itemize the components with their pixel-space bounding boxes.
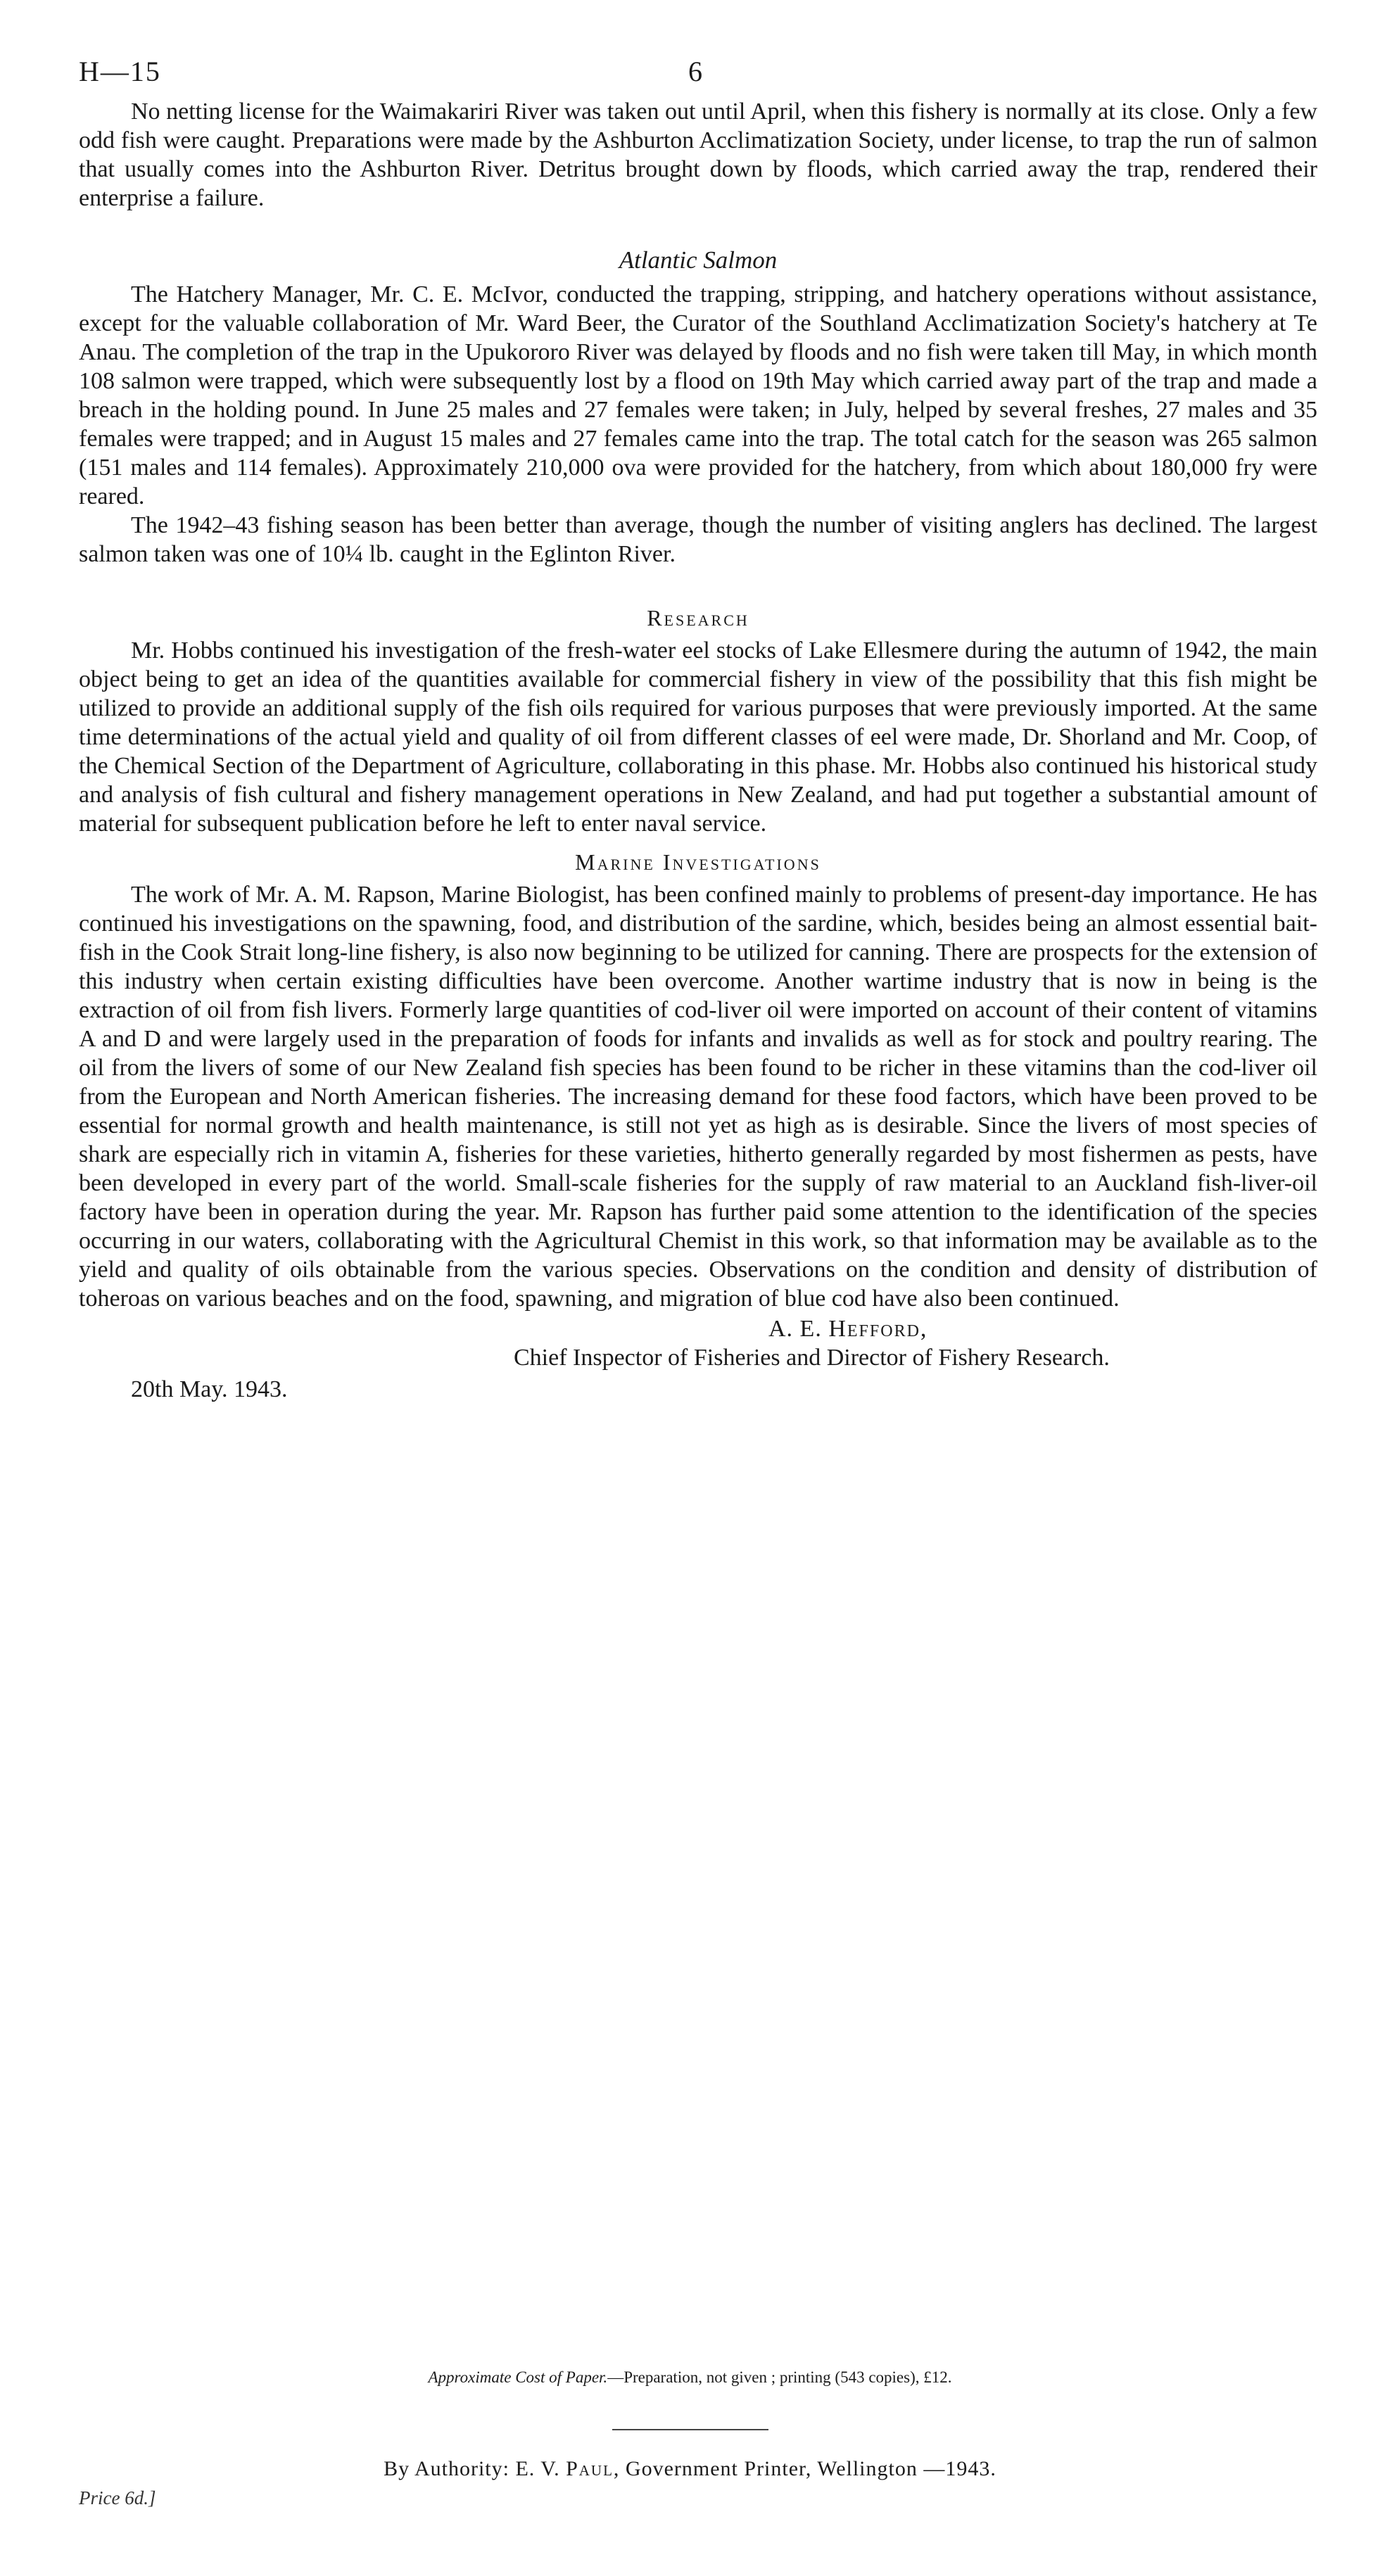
document-reference: H—15 [79,56,161,87]
paragraph-hatchery: The Hatchery Manager, Mr. C. E. McIvor, conducted the trapping, stripping, and hatchery operations without assistance, except for the valuable collaboration of Mr. Ward Beer, the Curator of the Southland Acclimatization Society's hatchery at Te Anau. The completion of the trap in the Upukororo River was delayed by floods and no fish were taken till May, in which month 108 salmon were trapped, which were subsequently lost by a flood on 19th May which carried away part of the trap and made a breach in the holding pound. In June 25 males and 27 females were taken; in July, helped by several freshes, 27 males and 35 females were trapped; and in August 15 males and 27 females came into the trap. The total catch for the season was 265 salmon (151 males and 114 females). Approximately 210,000 ova were provided for the hatchery, from which about 180,000 fry were reared. [79,281,1317,509]
authority-prefix: By Authority: [384,2457,509,2480]
signatory-surname: Hefford [828,1316,920,1342]
cost-label: Approximate Cost of Paper. [428,2368,608,2386]
heading-research: Research [647,605,749,630]
printer-surname: Paul [566,2457,614,2480]
signature-date: 20th May. 1943. [131,1376,288,1402]
paragraph-waimakariri: No netting license for the Waimakariri River was taken out until April, when this fishery is normally at its close. Only a few odd fish were caught. Preparations were made by the Ashburton Acclimatization Society, under license, to trap the run of salmon that usually comes into the Ashburton River. Detritus brought down by floods, which carried away the trap, rendered their enterprise a failure. [79,99,1317,211]
paragraph-marine: The work of Mr. A. M. Rapson, Marine Biologist, has been confined mainly to problems of present-day importance. He has continued his investigations on the spawning, food, and distribution of the sardine, which, besides being an almost essential bait-fish in the Cook Strait long-line fishery, is also now beginning to be utilized for canning. There are prospects for the extension of this industry when certain existing difficulties have been overcome. Another wartime industry that is now in being is the extraction of oil from fish livers. Formerly large quantities of cod-liver oil were imported on account of their content of vitamins A and D and were largely used in the preparation of foods for infants and invalids as well as for stock and poultry rearing. The oil from the livers of some of our New Zealand fish species has been found to be richer in these vitamins than the cod-liver oil from the European and North American fisheries. The increasing demand for these food factors, which have been proved to be essential for normal growth and health maintenance, is still not yet as high as is desirable. Since the livers of most species of shark are especially rich in vitamin A, fisheries for these varieties, hitherto generally regarded by most fishermen as pests, have been developed in every part of the world. Small-scale fisheries for the supply of raw material to an Auckland fish-liver-oil factory have been in operation during the year. Mr. Rapson has further paid some attention to the identification of the species occurring in our waters, collaborating with the Agricultural Chemist in this work, so that information may be available as to the yield and quality of oils obtainable from the various species. Observations on the condition and density of distribution of toheroas on various beaches and on the food, spawning, and migration of blue cod have also been continued. [79,882,1317,1312]
price-note: Price 6d.] [79,2487,156,2508]
signature-block [79,1313,1317,1433]
signatory-title: Chief Inspector of Fisheries and Director of Fishery Research. [514,1345,1110,1371]
heading-atlantic-salmon: Atlantic Salmon [619,246,778,274]
printer-authority-line [0,2457,1380,2481]
paragraph-fishing-season: The 1942–43 fishing season has been better than average, though the number of visiting anglers has declined. The largest salmon taken was one of 10¼ lb. caught in the Eglinton River. [79,512,1317,567]
signatory-initials: A. E. [768,1316,822,1342]
page-number: 6 [688,56,702,87]
heading-marine-investigations: Marine Investigations [575,849,821,875]
cost-of-paper-note [0,2368,1380,2387]
footer-divider [612,2429,768,2430]
document-page [79,55,1317,1433]
printer-rest: , Government Printer, Wellington —1943. [613,2457,996,2480]
paragraph-research: Mr. Hobbs continued his investigation of the fresh-water eel stocks of Lake Ellesmere during the autumn of 1942, the main object being to get an idea of the quantities available for commercial fishery in view of the possibility that this fish might be utilized to provide an additional supply of the fish oils required for various purposes that were previously imported. At the same time determinations of the actual yield and quality of oil from different classes of eel were made, Dr. Shorland and Mr. Coop, of the Chemical Section of the Department of Agriculture, collaborating in this phase. Mr. Hobbs also continued his historical study and analysis of fish cultural and fishery management operations in New Zealand, and had put together a substantial amount of material for subsequent publication before he left to enter naval service. [79,637,1317,837]
printer-initials: E. V. [515,2457,560,2480]
page-header [79,55,1317,97]
cost-detail: —Preparation, not given ; printing (543 copies), £12. [607,2368,952,2386]
signatory-name: A. E. Hefford, [768,1316,928,1342]
